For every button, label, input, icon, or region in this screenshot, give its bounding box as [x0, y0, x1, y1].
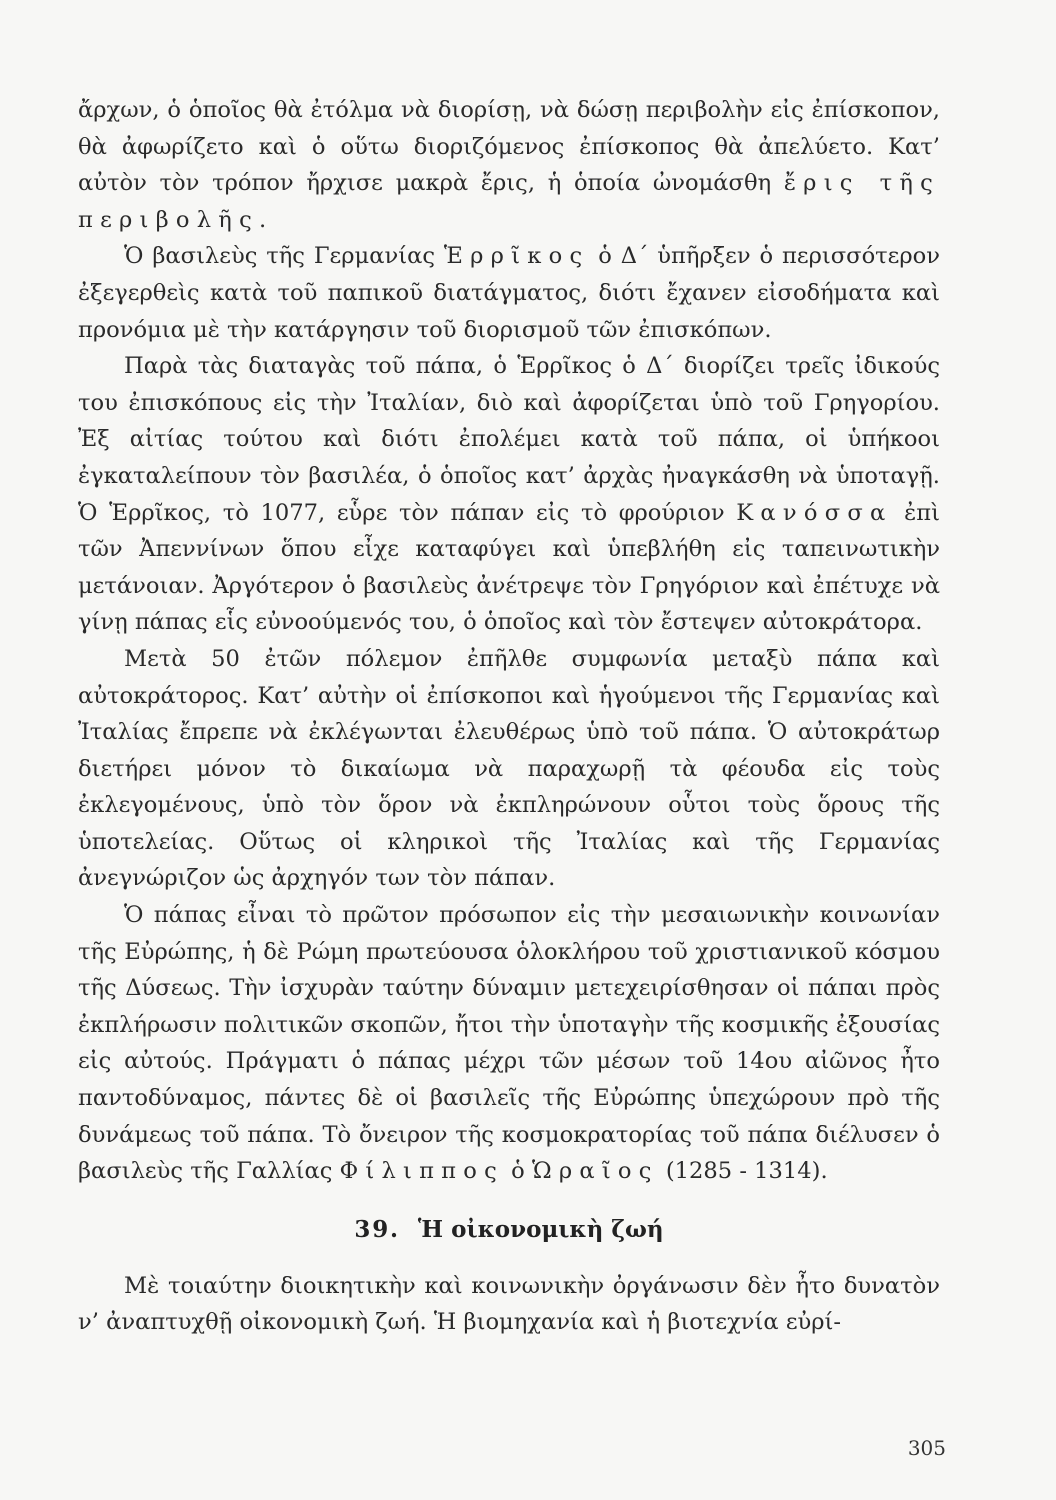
text-run: .: [258, 206, 267, 233]
paragraphs-before-section: [78, 92, 940, 1190]
text-run: Μετὰ 50 ἐτῶν πόλεμον ἐπῆλθε συμφωνία μεταξὺ πάπα καὶ αὐτοκράτορος. Κατ’ αὐτὴν οἱ ἐπίσκοποι καὶ ἡγούμενοι τῆς Γερμανίας καὶ Ἰταλίας ἔπρεπε νὰ ἐκλέγωνται ἐλευθέρως ὑπὸ τοῦ πάπα. Ὁ αὐτοκράτωρ διετήρει μόνον τὸ δικαίωμα νὰ παραχωρῇ τὰ φέουδα εἰς τοὺς ἐκλεγομένους, ὑπὸ τὸν ὅρον νὰ ἐκπληρώνουν οὗτοι τοὺς ὅρους τῆς ὑποτελείας. Οὕτως οἱ κληρικοὶ τῆς Ἰταλίας καὶ τῆς Γερμανίας ἀνεγνώριζον ὡς ἀρχηγόν των τὸν πάπαν.: [78, 645, 940, 892]
emphasized-name: Ὡραῖος: [531, 1158, 659, 1185]
text-run: Μὲ τοιαύτην διοικητικὴν καὶ κοινωνικὴν ὀργάνωσιν δὲν ἦτο δυνατὸν ν’ ἀναπτυχθῇ οἰκονομικὴ ζωή. Ἡ βιομηχανία καὶ ἡ βιοτεχνία εὐρί-: [78, 1272, 940, 1336]
page-number: 305: [907, 1436, 946, 1460]
emphasized-name: Ἑρρῖκος: [443, 243, 590, 270]
text-run: Παρὰ τὰς διαταγὰς τοῦ πάπα, ὁ Ἑρρῖκος ὁ Δ΄ διορίζει τρεῖς ἰδικούς του ἐπισκόπους εἰς τὴν Ἰταλίαν, διὸ καὶ ἀφορίζεται ὑπὸ τοῦ Γρηγορίου. Ἐξ αἰτίας τούτου καὶ διότι ἐπολέμει κατὰ τοῦ πάπα, οἱ ὑπήκοοι ἐγκαταλείπουν τὸν βασιλέα, ὁ ὁποῖος κατ’ ἀρχὰς ἠναγκάσθη νὰ ὑποταγῇ. Ὁ Ἑρρῖκος, τὸ 1077, εὗρε τὸν πάπαν εἰς τὸ φρούριον: [78, 353, 940, 526]
text-run: ἄρχων, ὁ ὁποῖος θὰ ἐτόλμα νὰ διορίσῃ, νὰ δώσῃ περιβολὴν εἰς ἐπίσκοπον, θὰ ἀφωρίζετο καὶ ὁ οὕτω διοριζόμενος ἐπίσκοπος θὰ ἀπελύετο. Κατ’ αὐτὸν τὸν τρόπον ἤρχισε μακρὰ ἔρις, ἡ ὁποία ὠνομάσθη: [78, 97, 940, 197]
text-run: (1285 - 1314).: [658, 1158, 828, 1185]
text-column: [78, 92, 940, 1341]
text-run: ἐπὶ τῶν Ἀπεννίνων ὅπου εἶχε καταφύγει καὶ ὑπεβλήθη εἰς ταπεινωτικὴν μετάνοιαν. Ἀργότερον ὁ βασιλεὺς ἀνέτρεψε τὸν Γρηγόριον καὶ ἐπέτυχε νὰ γίνῃ πάπας εἷς εὐνοούμενός του, ὁ ὁποῖος καὶ τὸν ἔστεψεν αὐτοκράτορα.: [78, 499, 940, 636]
paragraph-p6: [78, 1268, 940, 1341]
emphasized-name: ἔρις τῆς περιβολῆς: [78, 170, 941, 233]
paragraph-p4: [78, 641, 940, 897]
text-run: ὁ Δ΄ ὑπῆρξεν ὁ περισσότερον ἐξεγερθεὶς κατὰ τοῦ παπικοῦ διατάγματος, διότι ἔχανεν εἰσοδήματα καὶ προνόμια μὲ τὴν κατάργησιν τοῦ διορισμοῦ τῶν ἐπισκόπων.: [78, 243, 940, 343]
emphasized-name: Κανόσσα: [736, 499, 893, 526]
section-heading: [78, 1212, 940, 1248]
paragraph-p2: [78, 238, 940, 348]
section-title-text: Ἡ οἰκονομικὴ ζωή: [417, 1215, 664, 1243]
text-run: Ὁ βασιλεὺς τῆς Γερμανίας: [124, 243, 444, 270]
paragraph-p3: [78, 348, 940, 641]
emphasized-name: Φίλιππος: [339, 1158, 504, 1185]
paragraph-p5: [78, 897, 940, 1190]
section-number: 39.: [354, 1215, 400, 1243]
text-run: Ὁ πάπας εἶναι τὸ πρῶτον πρόσωπον εἰς τὴν μεσαιωνικὴν κοινωνίαν τῆς Εὐρώπης, ἡ δὲ Ρώμη πρωτεύουσα ὁλοκλήρου τοῦ χριστιανικοῦ κόσμου τῆς Δύσεως. Τὴν ἰσχυρὰν ταύτην δύναμιν μετεχειρίσθησαν οἱ πάπαι πρὸς ἐκπλήρωσιν πολιτικῶν σκοπῶν, ἤτοι τὴν ὑποταγὴν τῆς κοσμικῆς ἐξουσίας εἰς αὐτούς. Πράγματι ὁ πάπας μέχρι τῶν μέσων τοῦ 14ου αἰῶνος ἦτο παντοδύναμος, πάντες δὲ οἱ βασιλεῖς τῆς Εὐρώπης ὑπεχώρουν πρὸ τῆς δυνάμεως τοῦ πάπα. Τὸ ὄνειρον τῆς κοσμοκρατορίας τοῦ πάπα διέλυσεν ὁ βασιλεὺς τῆς Γαλλίας: [78, 902, 940, 1185]
paragraph-p1: [78, 92, 940, 238]
paragraphs-after-section: [78, 1268, 940, 1341]
text-run: ὁ: [503, 1158, 532, 1185]
